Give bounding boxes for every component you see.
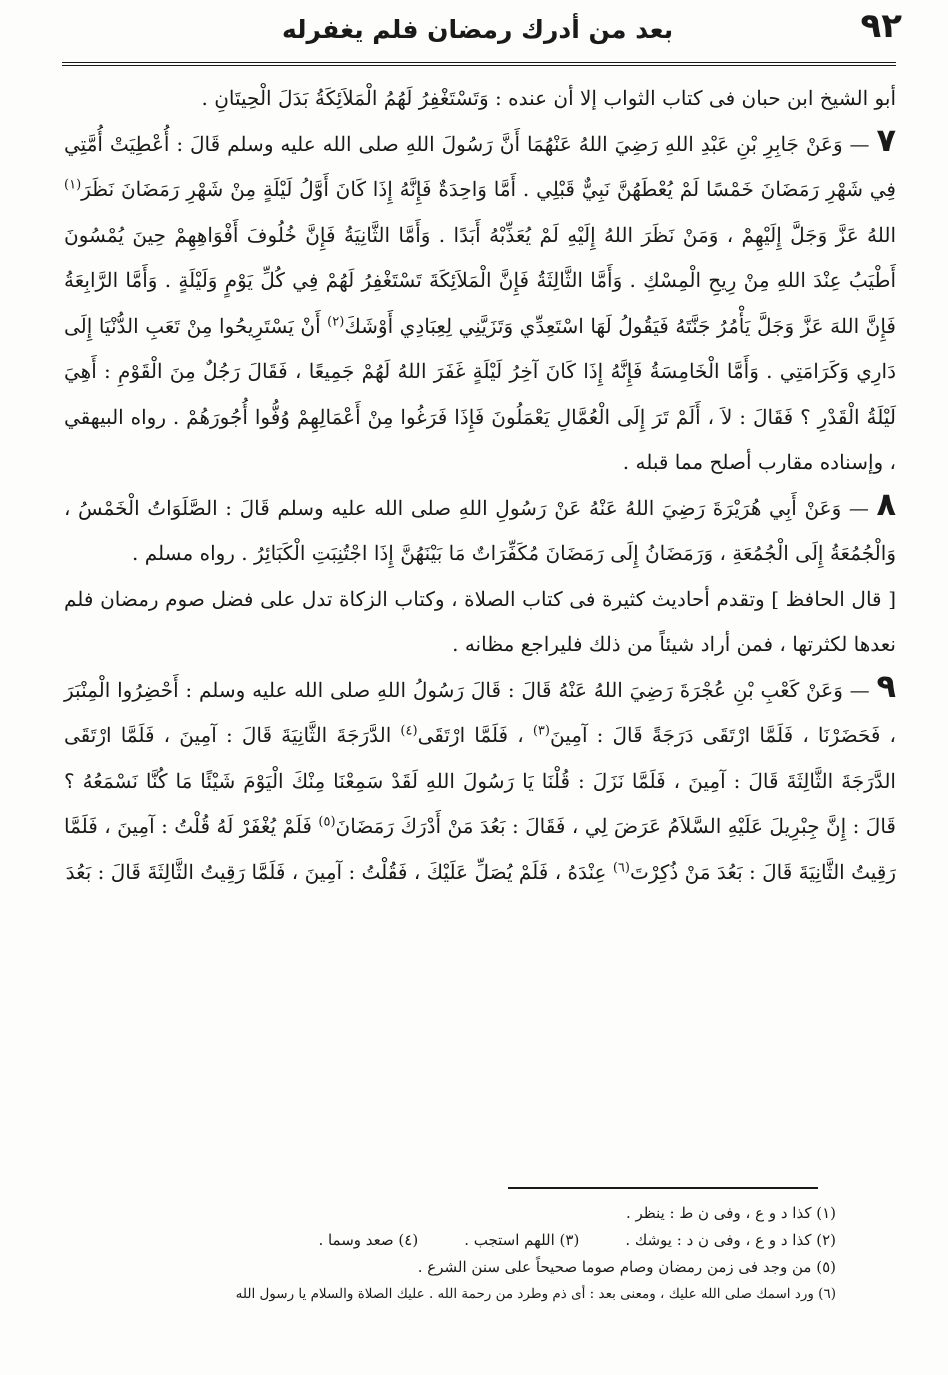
footnote-ref-2: (٢) [327, 313, 345, 329]
header-divider [62, 62, 896, 66]
hadith-9 [64, 668, 896, 896]
footnote-ref-5: (٥) [318, 814, 336, 830]
page-header [62, 4, 902, 58]
hadith-9-text-c: الدَّرَجَةَ الثَّانِيَةَ قَالَ : آمِينَ ، فَلَمَّا ارْتَقَى الدَّرَجَةَ الثَّالِثَةَ قَالَ : آمِينَ ، فَلَمَّا نَزَلَ : قُلْنَا يَا رَسُولَ اللهِ لَقَدْ سَمِعْنَا مِنْكَ الْيَوْمَ شَيْئًا مَا كُنَّا نَسْمَعُهُ ؟ قَالَ : إِنَّ جِبْرِيلَ عَلَيْهِ السَّلاَمُ عَرَضَ لِي ، فَقَالَ : بَعُدَ مَنْ أَدْرَكَ رَمَضَانَ [64, 723, 896, 838]
main-text [64, 76, 896, 895]
page-number: ٩٢ [860, 6, 902, 46]
hadith-9-text-e: عِنْدَهُ ، فَلَمْ يُصَلِّ عَلَيْكَ ، فَقُلْتُ : آمِينَ ، فَلَمَّا رَقِيتُ الثَّالِثَةَ قَالَ : بَعُدَ [65, 859, 613, 884]
footnote-2: (٢) كذا د و ع ، وفى ن د : يوشك . [625, 1231, 836, 1249]
footnote-ref-3: (٣) [532, 723, 550, 739]
hadith-9-text-d: فَلَمْ يُغْفَرْ لَهُ قُلْتُ : آمِينَ ، فَلَمَّا رَقِيتُ الثَّانِيَةَ قَالَ : بَعُدَ مَنْ ذُكِرْتَ [64, 814, 896, 884]
footnote-3: (٣) اللهم استجب . [464, 1231, 580, 1249]
hadith-8 [64, 486, 896, 577]
footnote-1: (١) كذا د و ع ، وفى ن ط : ينظر . [625, 1204, 836, 1222]
footnote-5: (٥) من وجد فى زمن رمضان وصام صوما صحيحاً على سنن الشرع . [417, 1258, 836, 1276]
hadith-7-text-a: — وَعَنْ جَابِرِ بْنِ عَبْدِ اللهِ رَضِيَ اللهُ عَنْهُمَا أَنَّ رَسُولَ اللهِ صلى الله عليه وسلم قَالَ : أُعْطِيَتْ أُمَّتِي فِي شَهْرِ رَمَضَانَ خَمْسًا لَمْ يُعْطَهُنَّ نَبِيٌّ قَبْلِي . أَمَّا وَاحِدَةٌ فَإِنَّهُ إِذَا كَانَ أَوَّلُ لَيْلَةٍ مِنْ شَهْرِ رَمَضَانَ نَظَرَ [64, 131, 896, 201]
hadith-9-text-a: — وَعَنْ كَعْبِ بْنِ عُجْرَةَ رَضِيَ اللهُ عَنْهُ قَالَ : قَالَ رَسُولُ اللهِ صلى الله عليه وسلم : أَحْضِرُوا الْمِنْبَرَ ، فَحَضَرْنَا ، فَلَمَّا ارْتَقَى دَرَجَةً قَالَ : آمِينَ [64, 677, 897, 747]
footnote-ref-6: (٦) [612, 859, 630, 875]
hadith-7 [64, 122, 896, 486]
footnote-ref-4: (٤) [400, 723, 418, 739]
footnote-ref-1: (١) [64, 177, 82, 193]
hadith-9-text-b: ، فَلَمَّا ارْتَقَى [417, 723, 533, 747]
hafiz-note: [ قال الحافظ ] وتقدم أحاديث كثيرة فى كتاب الصلاة ، وكتاب الزكاة تدل على فضل صوم رمضان فلم نعدها لكثرتها ، فمن أراد شيئاً من ذلك فليراجع مظانه . [64, 586, 896, 656]
hadith-number-9: ٩ [876, 666, 896, 705]
footnote-row-2 [60, 1227, 836, 1254]
hadith-number-8: ٨ [876, 484, 896, 523]
paragraph-continuation: أبو الشيخ ابن حبان فى كتاب الثواب إلا أن عنده : وَتَسْتَغْفِرُ لَهُمُ الْمَلاَئِكَةُ بَدَلَ الْحِيتَانِ . [201, 86, 896, 110]
footnote-divider [508, 1187, 818, 1189]
footnote-6: (٦) ورد اسمك صلى الله عليك ، ومعنى بعد : أى ذم وطرد من رحمة الله . عليك الصلاة والسلام يا رسول الله [235, 1286, 836, 1302]
hadith-7-text-b: اللهُ عَزَّ وَجَلَّ إِلَيْهِمْ ، وَمَنْ نَظَرَ اللهُ إِلَيْهِ لَمْ يُعَذِّبْهُ أَبَدًا . وَأَمَّا الثَّانِيَةُ فَإِنَّ خُلُوفَ أَفْوَاهِهِمْ حِينَ يُمْسُونَ أَطْيَبُ عِنْدَ اللهِ مِنْ رِيحِ الْمِسْكِ . وَأَمَّا الثَّالِثَةُ فَإِنَّ الْمَلاَئِكَةَ تَسْتَغْفِرُ لَهُمْ فِي كُلِّ يَوْمٍ وَلَيْلَةٍ . وَأَمَّا الرَّابِعَةُ فَإِنَّ اللهَ عَزَّ وَجَلَّ يَأْمُرُ جَنَّتَهُ فَيَقُولُ لَهَا اسْتَعِدِّي وَتَزَيَّنِي لِعِبَادِي أَوْشَكَ [64, 222, 897, 338]
hadith-8-text: — وَعَنْ أَبِي هُرَيْرَةَ رَضِيَ اللهُ عَنْهُ عَنْ رَسُولِ اللهِ صلى الله عليه وسلم قَالَ : الصَّلَوَاتُ الْخَمْسُ ، وَالْجُمُعَةُ إِلَى الْجُمُعَةِ ، وَرَمَضَانُ إِلَى رَمَضَانَ مُكَفِّرَاتٌ مَا بَيْنَهُنَّ إِذَا اجْتُنِبَتِ الْكَبَائِرُ . رواه مسلم . [64, 495, 896, 565]
hadith-number-7: ٧ [876, 120, 896, 159]
hadith-7-text-c: أَنْ يَسْتَرِيحُوا مِنْ تَعَبِ الدُّنْيَا إِلَى دَارِي وَكَرَامَتِي . وَأَمَّا الْخَامِسَةُ فَإِنَّهُ إِذَا كَانَ آخِرُ لَيْلَةٍ غَفَرَ اللهُ لَهُمْ جَمِيعًا ، فَقَالَ رَجُلٌ مِنَ الْقَوْمِ : أَهِيَ لَيْلَةُ الْقَدْرِ ؟ فَقَالَ : لاَ ، أَلَمْ تَرَ إِلَى الْعُمَّالِ يَعْمَلُونَ فَإِذَا فَرَغُوا مِنْ أَعْمَالِهِمْ وُفُّوا أُجُورَهُمْ . رواه البيهقي ، وإسناده مقارب أصلح مما قبله . [64, 313, 896, 474]
running-title: بعد من أدرك رمضان فلم يغفرله [282, 15, 674, 44]
footnote-4: (٤) صعد وسما . [318, 1231, 419, 1249]
footnotes [60, 1200, 836, 1308]
